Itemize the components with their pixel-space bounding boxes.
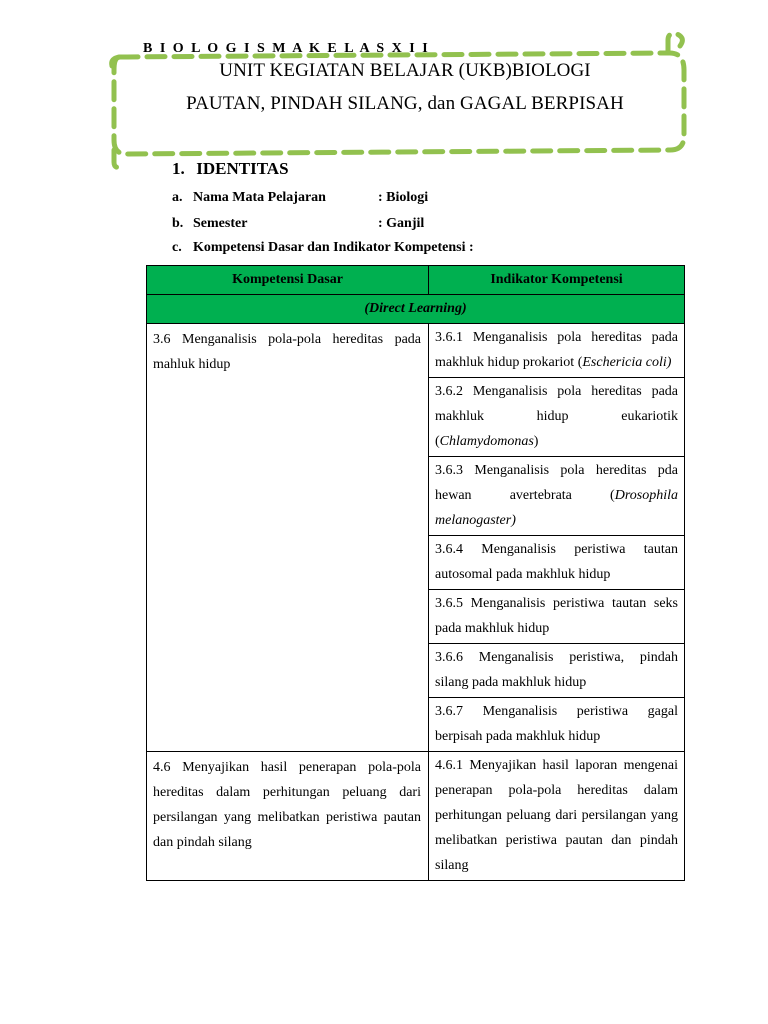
row-label: Semester [193,216,248,231]
row-marker: a. [172,190,183,205]
indicator-cell [429,378,685,457]
row-marker: b. [172,216,184,231]
column-header-kompetensi-dasar: Kompetensi Dasar [147,266,429,295]
header-scroll-frame [0,0,768,180]
table-subheader-row [147,295,685,324]
row-label: Nama Mata Pelajaran [193,190,326,205]
row-label: Kompetensi Dasar dan Indikator Kompetensi : [193,240,474,255]
table-row [147,324,685,378]
column-header-indikator: Indikator Kompetensi [429,266,685,295]
direct-learning-label: (Direct Learning) [147,295,685,324]
section-heading-identitas [172,159,289,179]
table-row [147,752,685,881]
indicator-italic: Chlamydomonas [439,434,534,449]
table-header-row [147,266,685,295]
clipped-heading-fragment: B I O L O G I S M A K E L A S X I I [143,41,430,56]
indicator-cell: 3.6.5 Menganalisis peristiwa tautan seks pada makhluk hidup [429,590,685,644]
row-value: : Ganjil [378,216,425,231]
indicator-cell: 3.6.7 Menganalisis peristiwa gagal berpisah pada makhluk hidup [429,698,685,752]
section-title: IDENTITAS [196,159,289,178]
kd-cell: 4.6 Menyajikan hasil penerapan pola-pola hereditas dalam perhitungan peluang dari persilangan yang melibatkan peristiwa pautan dan pindah silang [147,752,429,881]
kd-cell: 3.6 Menganalisis pola-pola hereditas pada mahluk hidup [147,324,429,752]
indicator-after: ) [533,434,539,449]
document-title-line2: PAUTAN, PINDAH SILANG, dan GAGAL BERPISAH [186,93,624,114]
section-number: 1. [172,159,185,178]
indicator-italic: Eschericia coli) [582,355,672,370]
row-value: : Biologi [378,190,429,205]
row-marker: c. [172,240,182,255]
indicator-cell: 3.6.6 Menganalisis peristiwa, pindah silang pada makhluk hidup [429,644,685,698]
indicator-text: 3.6.1 Menganalisis pola hereditas pada makhluk hidup prokariot ( [435,330,678,370]
indicator-text: 3.6.3 Menganalisis pola hereditas pda hewan avertebrata ( [435,463,678,503]
indicator-italic: Drosophila melanogaster) [435,488,678,528]
indicator-cell [429,324,685,378]
indicator-text: 3.6.2 Menganalisis pola hereditas pada makhluk hidup eukariotik ( [435,384,678,449]
document-title-line1: UNIT KEGIATAN BELAJAR (UKB)BIOLOGI [219,60,591,81]
indicator-cell [429,457,685,536]
kompetensi-table [146,265,685,881]
indicator-cell: 4.6.1 Menyajikan hasil laporan mengenai penerapan pola-pola hereditas dalam perhitungan peluang dari persilangan yang melibatkan peristiwa pautan dan pindah silang [429,752,685,881]
indicator-cell: 3.6.4 Menganalisis peristiwa tautan autosomal pada makhluk hidup [429,536,685,590]
